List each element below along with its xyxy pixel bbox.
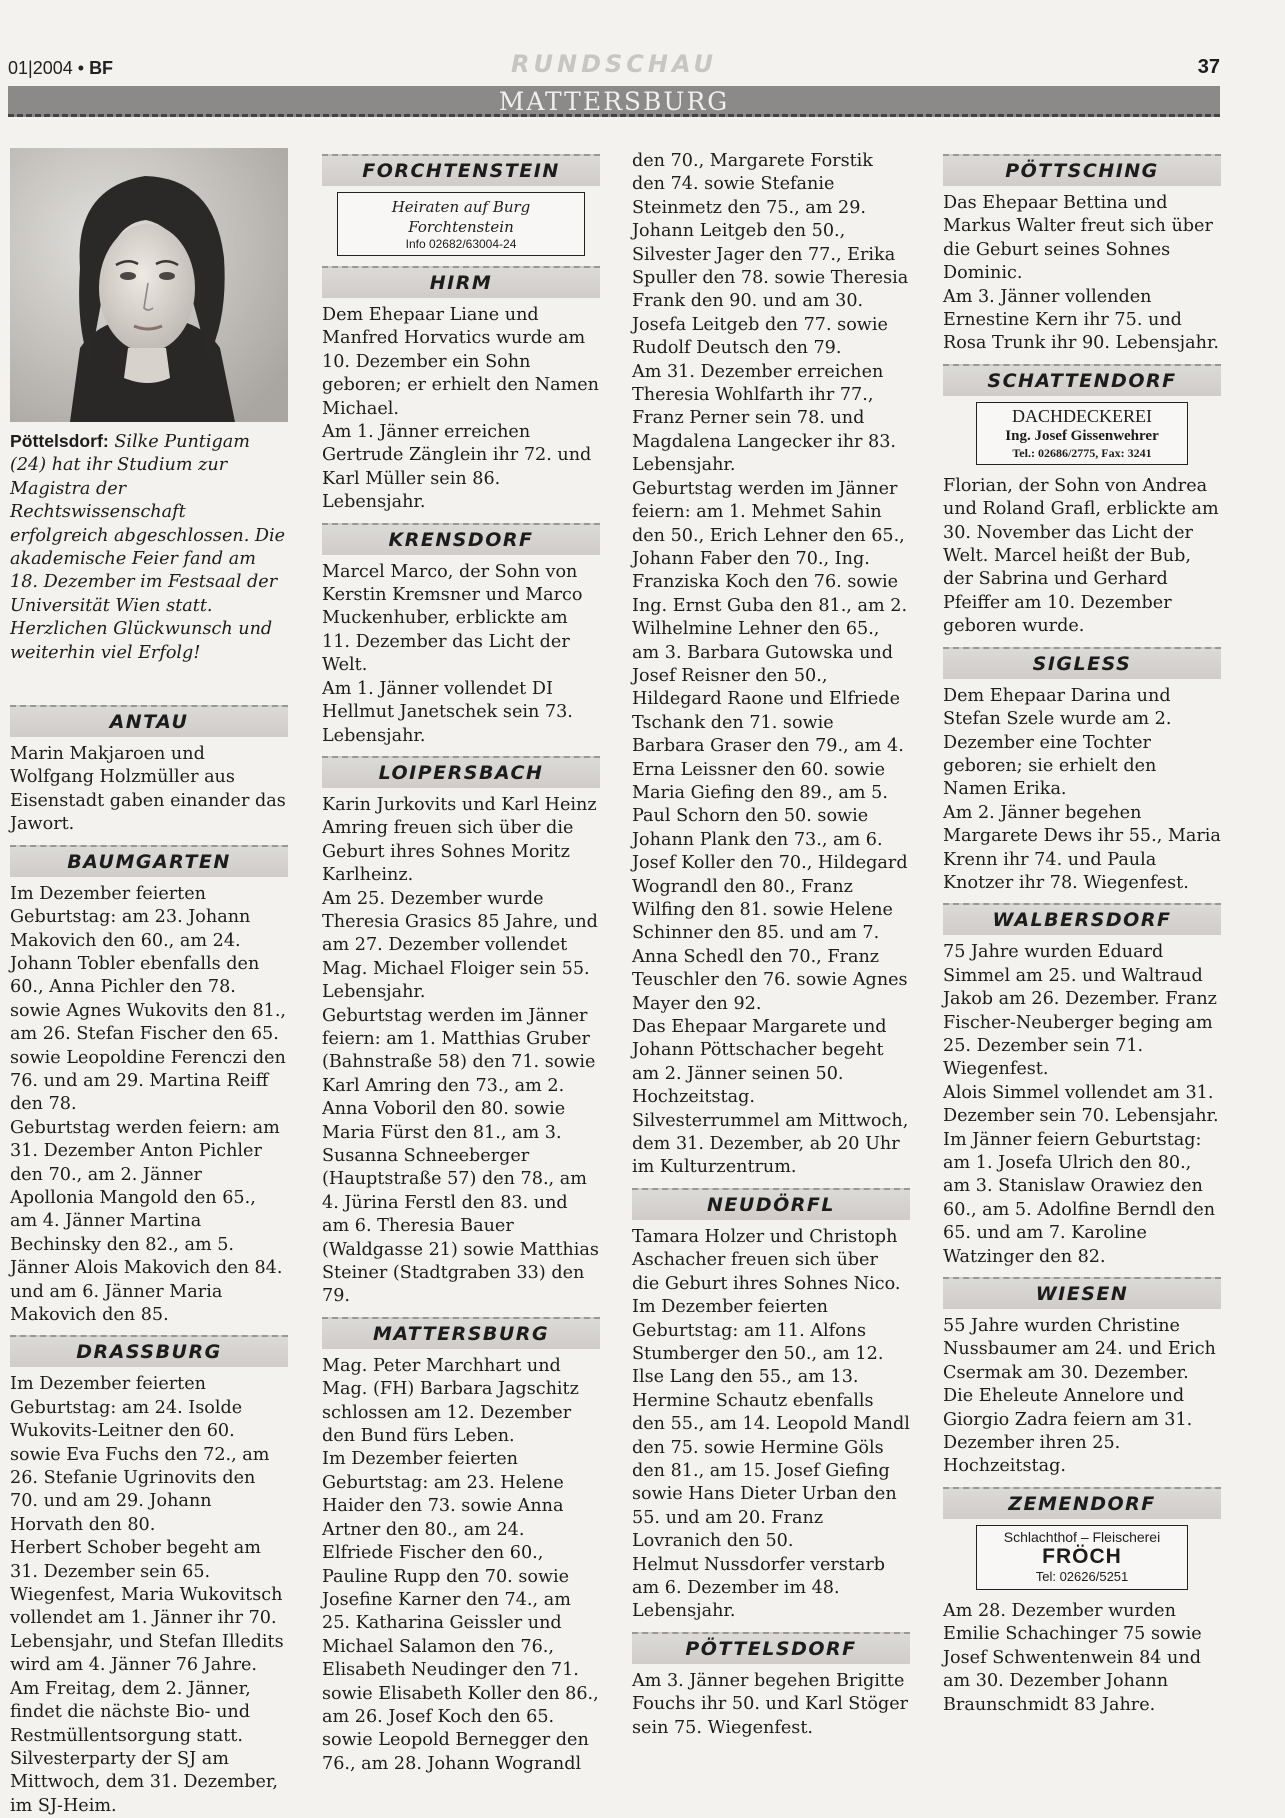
section-heading-zemendorf: ZEMENDORF [943, 1487, 1221, 1519]
hirm-paragraph: Dem Ehepaar Liane und Manfred Horvatics wurde am 10. Dezember ein Sohn geboren; er erhielt den Namen Michael. [322, 305, 600, 419]
section-heading-poettsching: PÖTTSCHING [943, 154, 1221, 186]
advertisement-forchtenstein [337, 192, 585, 256]
drassburg-paragraph: Silvesterparty der SJ am Mittwoch, dem 31. Dezember, im SJ-Heim. [10, 1748, 278, 1816]
walbersdorf-paragraph: Im Jänner feiern Geburtstag: am 1. Josefa Ulrich den 80., am 3. Stanislaw Orawiez den 60., am 5. Adolfine Berndl den 65. und am 7. Karoline Watzinger den 82. [943, 1129, 1216, 1267]
publication-name: BF [89, 58, 114, 78]
antau-paragraph: Marin Makjaroen und Wolfgang Holzmüller aus Eisenstadt gaben einander das Jawort. [10, 744, 286, 835]
mattersburg-paragraph: Im Dezember feierten Geburtstag: am 23. Helene Haider den 73. sowie Anna Artner den 80., am 24. Elfriede Fischer den 60., Pauline Rupp den 70. sowie Josefine Karner den 74., am 25. Katharina Geissler und Michael Salamon den 76., Elisabeth Neudinger den 71. sowie Elisabeth Koller den 86., am 26. Josef Koch den 65. sowie Leopold Bernegger den 76., am 28. Johann Wograndl [322, 1449, 599, 1774]
poettsching-paragraph: Das Ehepaar Bettina und Markus Walter freut sich über die Geburt seines Sohnes Dominic. [943, 193, 1213, 284]
mattersburg-continued-paragraph: Silvesterrummel am Mittwoch, dem 31. Dezember, ab 20 Uhr im Kulturzentrum. [632, 1110, 909, 1178]
mattersburg-continued-paragraph: Am 31. Dezember erreichen Theresia Wohlfarth ihr 77., Franz Perner sein 78. und Magdalena Langecker ihr 83. Lebensjahr. [632, 361, 897, 476]
section-heading-poettelsdorf: PÖTTELSDORF [632, 1632, 910, 1664]
section-heading-hirm: HIRM [322, 266, 600, 298]
column-1 [10, 430, 288, 1818]
baumgarten-paragraph: Im Dezember feierten Geburtstag: am 23. Johann Makovich den 60., am 24. Johann Tobler ebenfalls den 60., Anna Pichler den 78. sowie Agnes Wukovits den 81., am 26. Stefan Fischer den 65. sowie Leopoldine Ferenczi den 76. und am 29. Martina Reiff den 78. [10, 883, 287, 1115]
poettelsdorf-paragraph: Am 3. Jänner begehen Brigitte Fouchs ihr 50. und Karl Stöger sein 75. Wiegenfest. [632, 1670, 909, 1738]
section-heading-walbersdorf: WALBERSDORF [943, 903, 1221, 935]
ad-line: Forchtenstein [408, 218, 514, 236]
section-heading-krensdorf: KRENSDORF [322, 523, 600, 555]
ad-line: Heiraten auf Burg [391, 198, 531, 216]
mattersburg-continued-paragraph: Geburtstag werden im Jänner feiern: am 1. Mehmet Sahin den 50., Erich Lehner den 65., Johann Faber den 70., Ing. Franziska Koch den 76. sowie Ing. Ernst Guba den 81., am 2. Wilhelmine Lehner den 65., am 3. Barbara Gutowska und Josef Reisner den 50., Hildegard Raone und Elfriede Tschank den 71. sowie Barbara Graser den 79., am 4. Erna Leissner den 60. sowie Maria Giefing den 89., am 5. Paul Schorn den 50. sowie Johann Plank den 73., am 6. Josef Koller den 70., Hildegard Wograndl den 80., Franz Wilfing den 81. sowie Helene Schinner den 85. und am 7. Anna Schedl den 70., Franz Teuschler den 76. sowie Agnes Mayer den 92. [632, 478, 908, 1014]
loipersbach-paragraph: Geburtstag werden im Jänner feiern: am 1. Matthias Gruber (Bahnstraße 58) den 71. sowie Karl Amring den 73., am 2. Anna Voboril den 80. sowie Maria Fürst den 81., am 3. Susanna Schneeberger (Hauptstraße 57) den 78., am 4. Jürina Ferstl den 83. und am 6. Theresia Bauer (Waldgasse 21) sowie Matthias Steiner (Stadtgraben 33) den 79. [322, 1005, 599, 1307]
issue-label: 01|2004 • BF [8, 58, 114, 78]
section-heading-mattersburg: MATTERSBURG [322, 1317, 600, 1349]
section-heading-drassburg: DRASSBURG [10, 1335, 288, 1367]
ad-line: FRÖCH [1042, 1544, 1122, 1568]
page-number: 37 [1197, 56, 1220, 78]
drassburg-paragraph: Am Freitag, dem 2. Jänner, findet die nächste Bio- und Restmüllentsorgung statt. [10, 1678, 251, 1746]
loipersbach-paragraph: Am 25. Dezember wurde Theresia Grasics 85 Jahre, und am 27. Dezember vollendet Mag. Michael Floiger sein 55. Lebensjahr. [322, 888, 598, 1003]
krensdorf-paragraph: Marcel Marco, der Sohn von Kerstin Kremsner und Marco Muckenhuber, erblickte am 11. Dezember das Licht der Welt. [322, 561, 583, 676]
section-heading-neudoerfl: NEUDÖRFL [632, 1188, 910, 1220]
hirm-paragraph: Am 1. Jänner erreichen Gertrude Zänglein ihr 72. und Karl Müller sein 86. Lebensjahr. [322, 422, 592, 513]
neudoerfl-paragraph: Helmut Nussdorfer verstarb am 6. Dezember im 48. Lebensjahr. [632, 1554, 886, 1622]
advertisement-dachdeckerei [976, 402, 1188, 465]
column-4 [943, 150, 1221, 1717]
rundschau-label: RUNDSCHAU [511, 50, 717, 78]
ad-phone: Tel.: 02686/2775, Fax: 3241 [1012, 445, 1152, 460]
section-heading-sigless: SIGLESS [943, 647, 1221, 679]
mattersburg-continued-paragraph: den 70., Margarete Forstik den 74. sowie Stefanie Steinmetz den 75., am 29. Johann Leitgeb den 50., Silvester Jager den 77., Erika Spuller den 78. sowie Theresia Frank den 90. und am 30. Josefa Leitgeb den 77. sowie Rudolf Deutsch den 79. [632, 151, 909, 359]
wiesen-paragraph: Die Eheleute Annelore und Giorgio Zadra feiern am 31. Dezember ihren 25. Hochzeitstag. [943, 1386, 1193, 1477]
drassburg-paragraph: Im Dezember feierten Geburtstag: am 24. Isolde Wukovits-Leitner den 60. sowie Eva Fuchs den 72., am 26. Stefanie Ugrinovits den 70. und am 29. Johann Horvath den 80. [10, 1374, 270, 1535]
advertisement-froech [976, 1525, 1188, 1590]
ad-phone: Tel: 02626/5251 [1035, 1568, 1129, 1584]
ad-line: Schlachthof – Fleischerei [1003, 1528, 1161, 1545]
sigless-paragraph: Dem Ehepaar Darina und Stefan Szele wurde am 2. Dezember eine Tochter geboren; sie erhielt den Namen Erika. [943, 685, 1172, 800]
drassburg-paragraph: Herbert Schober begeht am 31. Dezember sein 65. Wiegenfest, Maria Wukovitsch vollendet am 1. Jänner ihr 70. Lebensjahr, und Stefan Illedits wird am 4. Jänner 76 Jahre. [10, 1538, 284, 1676]
baumgarten-paragraph: Geburtstag werden feiern: am 31. Dezember Anton Pichler den 70., am 2. Jänner Apollonia Mangold den 65., am 4. Jänner Martina Bechinsky den 82., am 5. Jänner Alois Makovich den 84. und am 6. Jänner Maria Makovich den 85. [10, 1117, 283, 1325]
section-heading-baumgarten: BAUMGARTEN [10, 845, 288, 877]
ad-line: DACHDECKEREI [1012, 405, 1152, 426]
walbersdorf-paragraph: Alois Simmel vollendet am 31. Dezember sein 70. Lebensjahr. [943, 1082, 1219, 1127]
mattersburg-paragraph: Mag. Peter Marchhart und Mag. (FH) Barbara Jagschitz schlossen am 12. Dezember den Bund fürs Leben. [322, 1355, 579, 1447]
krensdorf-paragraph: Am 1. Jänner vollendet DI Hellmut Janetschek sein 73. Lebensjahr. [322, 678, 573, 746]
column-2 [322, 150, 600, 1776]
walbersdorf-paragraph: 75 Jahre wurden Eduard Simmel am 25. und Waltraud Jakob am 26. Dezember. Franz Fischer-Neuberger beging am 25. Dezember sein 71. Wiegenfest. [943, 942, 1217, 1080]
ad-line: Ing. Josef Gissenwehrer [1005, 427, 1159, 444]
page-header [8, 50, 1220, 90]
schattendorf-paragraph: Florian, der Sohn von Andrea und Roland Grafl, erblickte am 30. November das Licht der Welt. Marcel heißt der Bub, der Sabrina und Gerhard Pfeiffer am 10. Dezember geboren wurde. [943, 475, 1219, 637]
sigless-paragraph: Am 2. Jänner begehen Margarete Dews ihr 55., Maria Krenn ihr 74. und Paula Knotzer ihr 78. Wiegenfest. [943, 802, 1221, 893]
portrait-photo [10, 148, 288, 422]
section-heading-antau: ANTAU [10, 705, 288, 737]
ad-phone: Info 02682/63004-24 [405, 237, 517, 251]
section-heading-wiesen: WIESEN [943, 1277, 1221, 1309]
caption-place: Pöttelsdorf: [10, 431, 109, 451]
region-title: MATTERSBURG [498, 87, 730, 116]
photo-caption [10, 430, 288, 665]
poettsching-paragraph: Am 3. Jänner vollenden Ernestine Kern ihr 75. und Rosa Trunk ihr 90. Lebensjahr. [943, 286, 1220, 354]
wiesen-paragraph: 55 Jahre wurden Christine Nussbaumer am 24. und Erich Csermak am 30. Dezember. [943, 1316, 1216, 1383]
caption-text: Silke Puntigam (24) hat ihr Studium zur Magistra der Rechtswissenschaft erfolgreich abgeschlossen. Die akademische Feier fand am 18. Dezember im Festsaal der Universität Wien statt. Herzlichen Glückwunsch und weiterhin viel Erfolg! [10, 432, 286, 663]
neudoerfl-paragraph: Im Dezember feierten Geburtstag: am 11. Alfons Stumberger den 50., am 12. Ilse Lang den 55., am 13. Hermine Schautz ebenfalls den 55., am 14. Leopold Mandl den 75. sowie Hermine Göls den 81., am 15. Josef Giefing sowie Hans Dieter Urban den 55. und am 20. Franz Lovranich den 50. [632, 1297, 910, 1552]
zemendorf-paragraph: Am 28. Dezember wurden Emilie Schachinger 75 sowie Josef Schwentenwein 84 und am 30. Dezember Johann Braunschmidt 83 Jahre. [943, 1600, 1202, 1715]
section-heading-schattendorf: SCHATTENDORF [943, 364, 1221, 396]
section-heading-loipersbach: LOIPERSBACH [322, 756, 600, 788]
portrait-image [10, 148, 288, 422]
section-heading-forchtenstein: FORCHTENSTEIN [322, 154, 600, 186]
mattersburg-continued-paragraph: Das Ehepaar Margarete und Johann Pöttschacher begeht am 2. Jänner seinen 50. Hochzeitstag. [632, 1017, 887, 1108]
region-title-bar [8, 86, 1220, 117]
neudoerfl-paragraph: Tamara Holzer und Christoph Aschacher freuen sich über die Geburt ihres Sohnes Nico. [632, 1226, 901, 1294]
loipersbach-paragraph: Karin Jurkovits und Karl Heinz Amring freuen sich über die Geburt ihres Sohnes Moritz Karlheinz. [322, 794, 597, 886]
column-3 [632, 150, 910, 1740]
